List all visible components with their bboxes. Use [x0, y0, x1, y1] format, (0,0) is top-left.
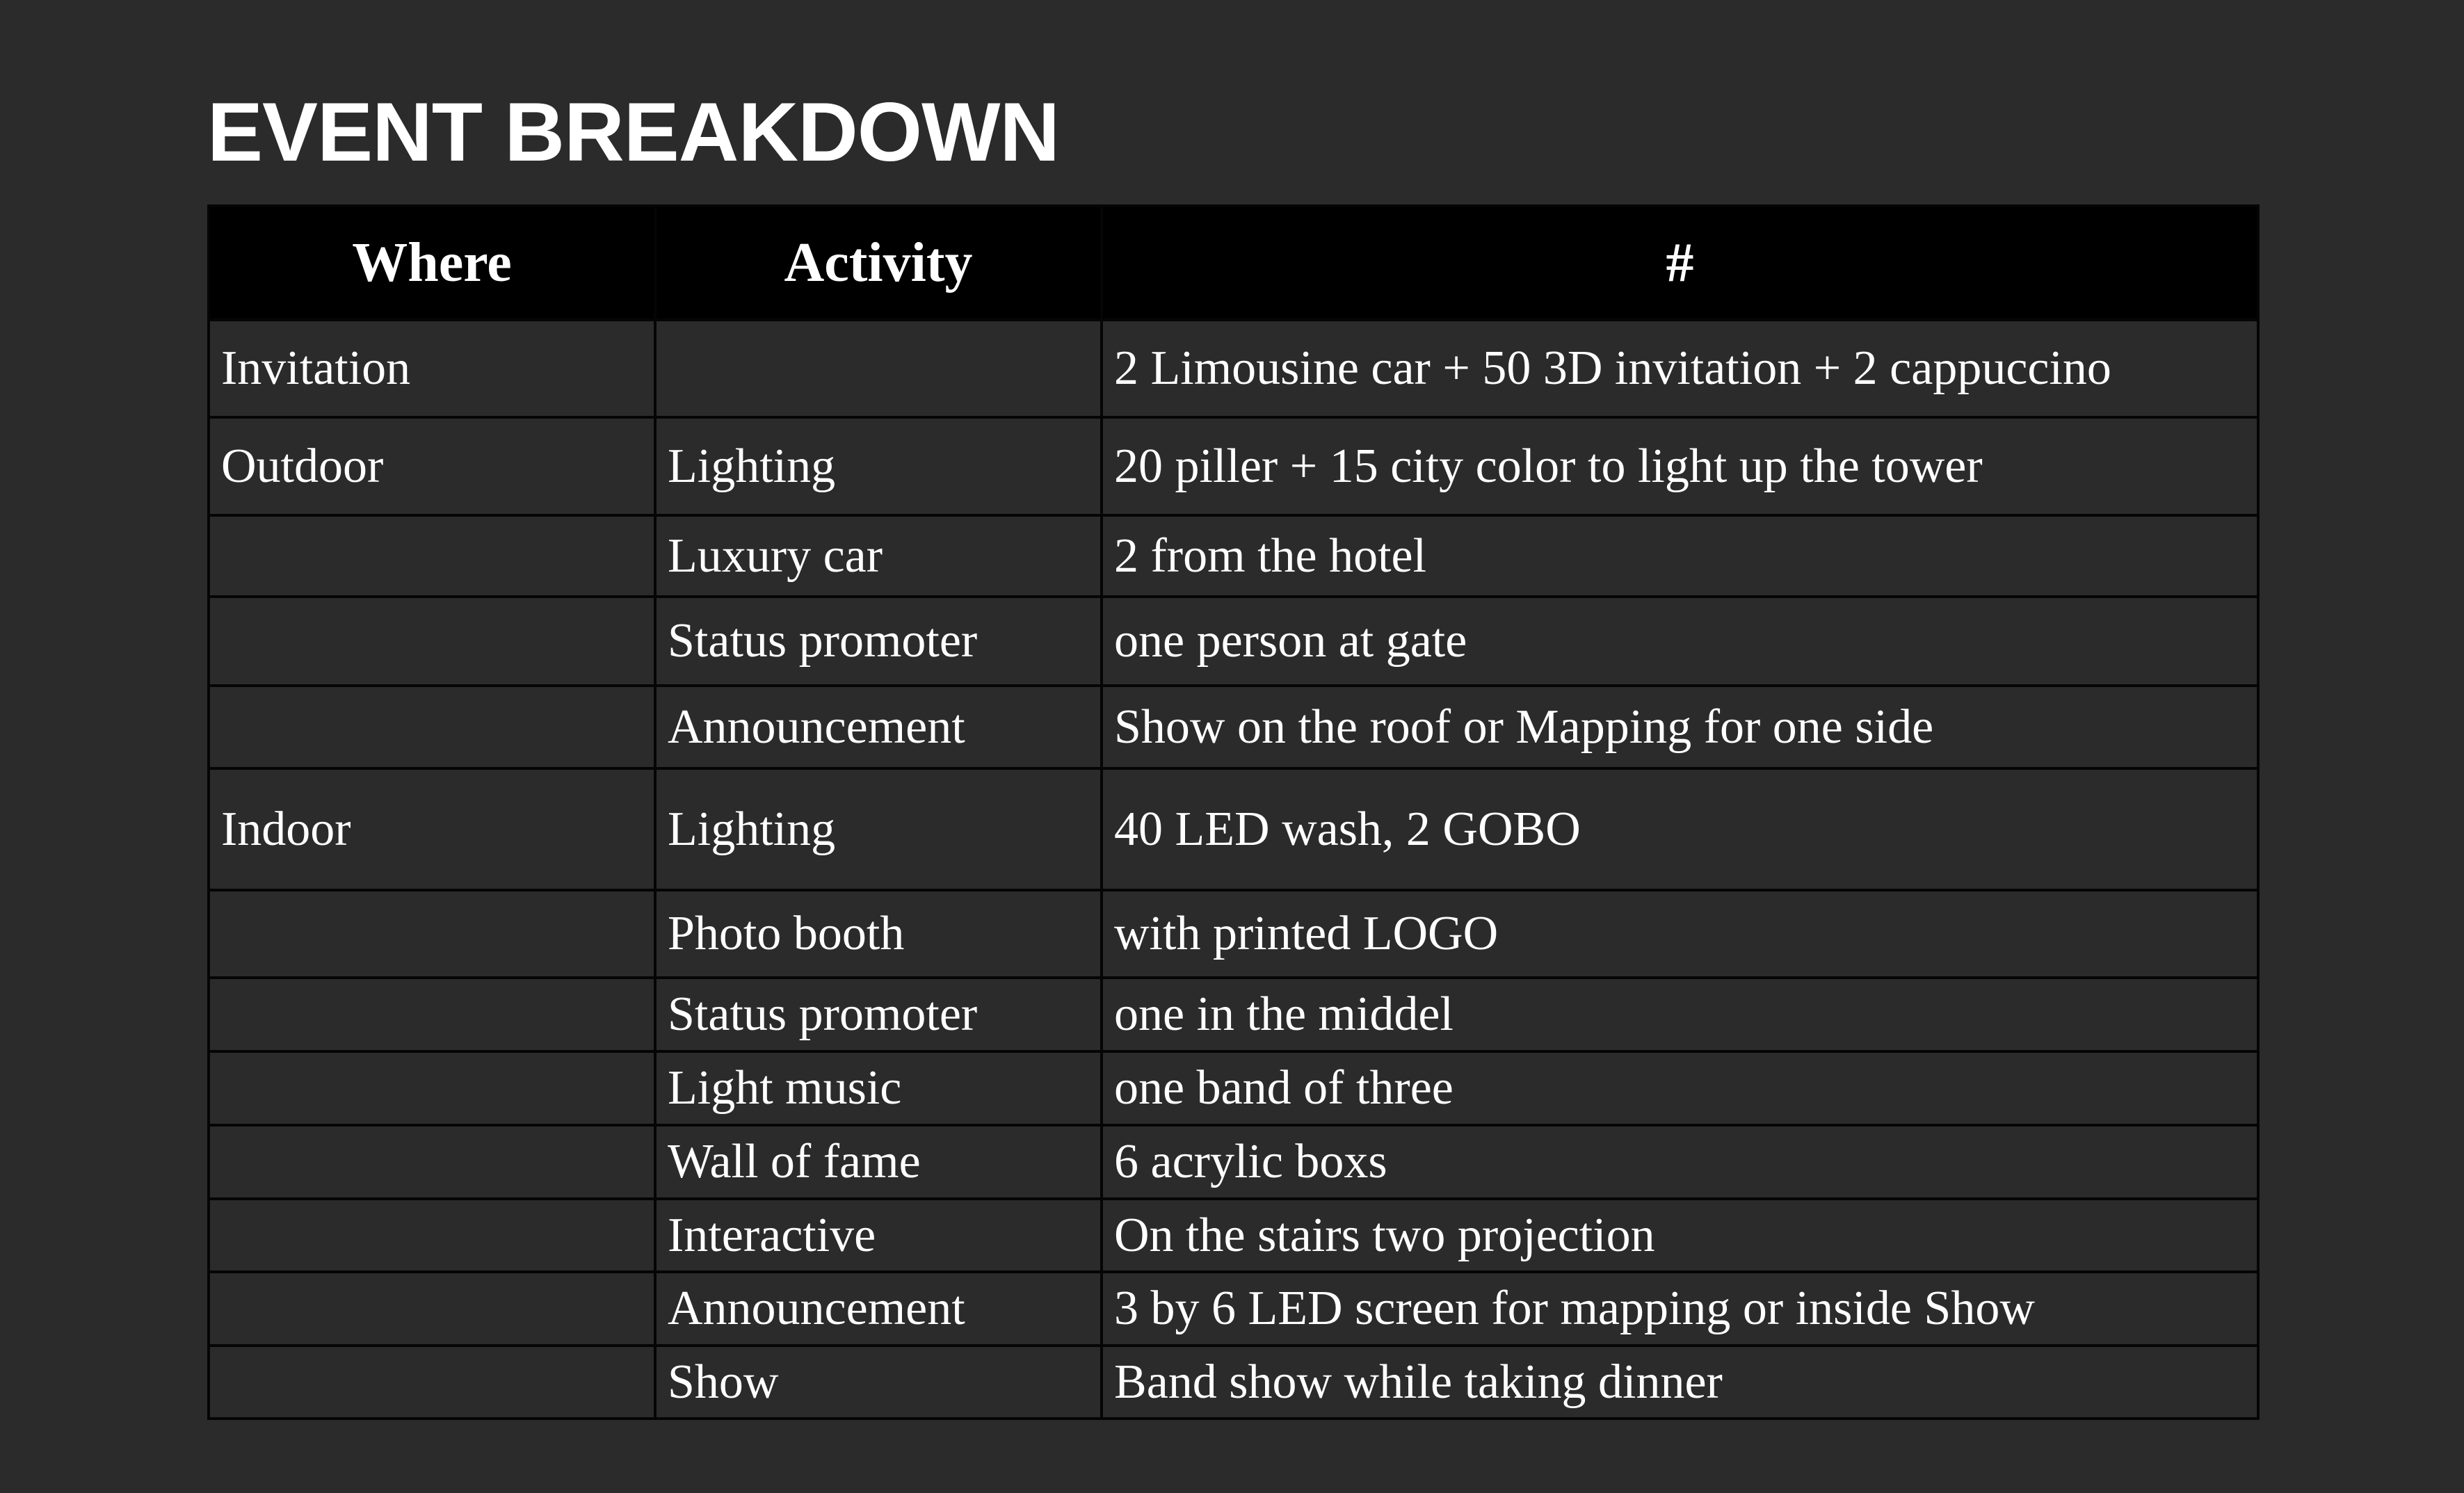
column-header-where: Where	[209, 206, 655, 320]
table-row	[209, 597, 2258, 686]
cell-where	[209, 1125, 655, 1199]
table-row	[209, 978, 2258, 1051]
cell-where: Invitation	[209, 320, 655, 417]
cell-activity: Status promoter	[655, 978, 1102, 1051]
cell-activity: Photo booth	[655, 890, 1102, 978]
table-row	[209, 1346, 2258, 1419]
cell-activity: Lighting	[655, 417, 1102, 515]
cell-detail: 2 Limousine car + 50 3D invitation + 2 cappuccino	[1102, 320, 2258, 417]
cell-detail: 6 acrylic boxs	[1102, 1125, 2258, 1199]
cell-where	[209, 890, 655, 978]
cell-detail: On the stairs two projection	[1102, 1199, 2258, 1272]
table-row	[209, 686, 2258, 768]
event-breakdown-table	[207, 204, 2260, 1420]
table-row	[209, 417, 2258, 515]
table-row	[209, 890, 2258, 978]
cell-where	[209, 1051, 655, 1125]
cell-where	[209, 1346, 655, 1419]
cell-where	[209, 1272, 655, 1346]
cell-activity: Announcement	[655, 686, 1102, 768]
cell-where	[209, 597, 655, 686]
cell-detail: one in the middel	[1102, 978, 2258, 1051]
table-row	[209, 320, 2258, 417]
table-row	[209, 515, 2258, 597]
cell-detail: 3 by 6 LED screen for mapping or inside Show	[1102, 1272, 2258, 1346]
cell-activity: Light music	[655, 1051, 1102, 1125]
cell-detail: Show on the roof or Mapping for one side	[1102, 686, 2258, 768]
cell-activity: Lighting	[655, 768, 1102, 890]
cell-where: Indoor	[209, 768, 655, 890]
cell-where: Outdoor	[209, 417, 655, 515]
cell-where	[209, 515, 655, 597]
cell-activity: Announcement	[655, 1272, 1102, 1346]
column-header-activity: Activity	[655, 206, 1102, 320]
cell-where	[209, 1199, 655, 1272]
cell-detail: 2 from the hotel	[1102, 515, 2258, 597]
column-header-detail: #	[1102, 206, 2258, 320]
cell-detail: one person at gate	[1102, 597, 2258, 686]
table-header-row	[209, 206, 2258, 320]
cell-detail: one band of three	[1102, 1051, 2258, 1125]
cell-activity: Interactive	[655, 1199, 1102, 1272]
cell-activity	[655, 320, 1102, 417]
table-row	[209, 1125, 2258, 1199]
table-row	[209, 1199, 2258, 1272]
table-row	[209, 1272, 2258, 1346]
cell-where	[209, 978, 655, 1051]
cell-where	[209, 686, 655, 768]
table-row	[209, 1051, 2258, 1125]
cell-detail: 20 piller + 15 city color to light up the tower	[1102, 417, 2258, 515]
page-title: EVENT BREAKDOWN	[207, 86, 1060, 179]
table-row	[209, 768, 2258, 890]
cell-activity: Wall of fame	[655, 1125, 1102, 1199]
cell-activity: Status promoter	[655, 597, 1102, 686]
cell-detail: 40 LED wash, 2 GOBO	[1102, 768, 2258, 890]
cell-activity: Show	[655, 1346, 1102, 1419]
cell-detail: with printed LOGO	[1102, 890, 2258, 978]
cell-activity: Luxury car	[655, 515, 1102, 597]
cell-detail: Band show while taking dinner	[1102, 1346, 2258, 1419]
